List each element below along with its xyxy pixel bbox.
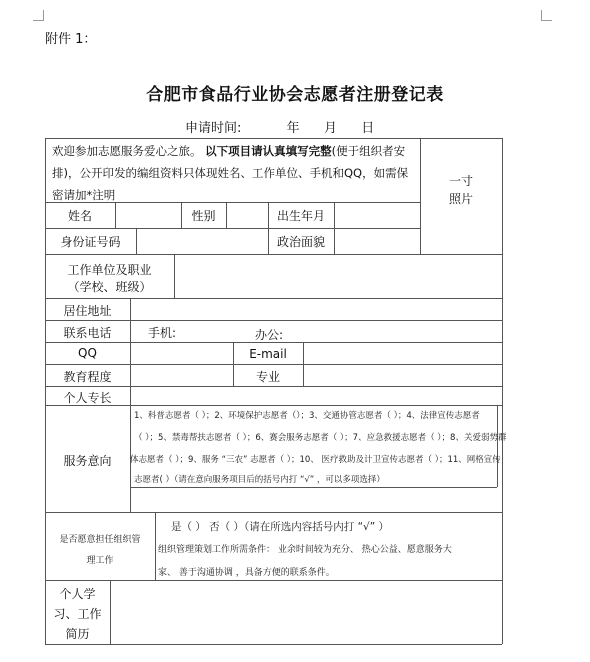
intro-part1: 欢迎参加志愿服务爱心之旅。 (52, 144, 202, 158)
table-border-top (45, 138, 502, 139)
service-option-line: 体志愿者（ ）；9、服务 “三农” 志愿者（ ）；10、 医疗救助及计卫宣传志愿者（ ）；11、网格宣传 (130, 455, 501, 465)
table-border-right (502, 138, 503, 644)
service-box-right (497, 405, 498, 487)
label-office: 办公: (255, 328, 284, 342)
label-education: 教育程度 (63, 370, 112, 384)
service-option-line: 志愿者( ）（请在意向服务项目后的括号内打 “√” ，可以多项选择） (134, 475, 385, 485)
apply-day: 日 (361, 121, 375, 136)
service-option-line: （ ）；5、禁毒帮扶志愿者（ ）；6、赛会服务志愿者（ ）；7、应急救援志愿者（ ）；8、关爱弱势群 (134, 433, 507, 443)
service-box-bottom (130, 487, 497, 488)
col-line (110, 580, 111, 644)
intro-bold: 以下项目请认真填写完整 (205, 144, 332, 158)
row-line (45, 228, 420, 229)
col-line (136, 228, 137, 254)
service-option-line: 1、科普志愿者（ ）；2、环境保护志愿者（）；3、交通协管志愿者（ ）；4、法律宣传志愿者 (134, 411, 480, 421)
label-work-line1: 工作单位及职业 (67, 263, 152, 277)
label-name: 姓名 (67, 209, 92, 223)
label-work-line2: （学校、班级） (67, 280, 152, 294)
col-line (334, 228, 335, 254)
col-line (303, 342, 304, 386)
apply-month: 月 (323, 121, 337, 136)
col-line (155, 512, 156, 580)
label-email: E-mail (249, 347, 287, 361)
label-major: 专业 (255, 370, 280, 384)
attachment-label: 附件 1： (45, 32, 97, 47)
row-line (45, 386, 502, 387)
col-line (130, 298, 131, 405)
manage-requirement-line2: 家、 善于沟通协调 ，具备方便的联系条件。 (158, 568, 335, 578)
apply-date (185, 117, 374, 136)
row-line (45, 254, 502, 255)
col-line (174, 254, 175, 298)
row-line (45, 580, 502, 581)
label-service: 服务意向 (63, 454, 112, 468)
page-corner-mark-right (541, 10, 552, 21)
label-manage-line2: 理工作 (86, 556, 114, 566)
label-birth: 出生年月 (276, 209, 325, 223)
label-study-line1: 个人学 (59, 587, 96, 601)
table-border-bottom (45, 644, 502, 645)
form-title: 合肥市食品行业协会志愿者注册登记表 (146, 85, 444, 105)
manage-choice: 是（ ） 否（ ）（请在所选内容括号内打 “√” ） (171, 521, 390, 533)
label-address: 居住地址 (63, 304, 112, 318)
intro-text (52, 140, 412, 206)
label-study-line3: 简历 (65, 627, 90, 641)
label-political: 政治面貌 (276, 235, 325, 249)
row-line (45, 298, 502, 299)
page-corner-mark-left (33, 10, 44, 21)
label-study-line2: 习、工作 (53, 607, 102, 621)
label-id: 身份证号码 (60, 235, 121, 249)
row-line (45, 512, 502, 513)
photo-label-line2: 照片 (448, 192, 473, 206)
label-phone: 联系电话 (63, 326, 112, 340)
label-qq: QQ (78, 346, 97, 360)
photo-label-line1: 一寸 (448, 174, 473, 188)
row-line (45, 320, 502, 321)
apply-year: 年 (286, 121, 300, 136)
label-manage-line1: 是否愿意担任组织管 (59, 535, 141, 545)
label-gender: 性别 (191, 209, 216, 223)
intro-part3: ，公开印发的编组资料只体现姓名、工作单位、手机和QQ，如需保密请加*注明 (52, 166, 409, 202)
manage-requirement-line1: 组织管理策划工作所需条件： 业余时间较为充分、 热心公益、愿意服务大 (158, 545, 452, 555)
row-line (45, 364, 502, 365)
label-specialty: 个人专长 (63, 391, 112, 405)
intro-part2: (便于组织者安排) (52, 144, 406, 180)
label-mobile: 手机: (148, 326, 177, 340)
apply-date-label: 申请时间: (185, 121, 242, 136)
